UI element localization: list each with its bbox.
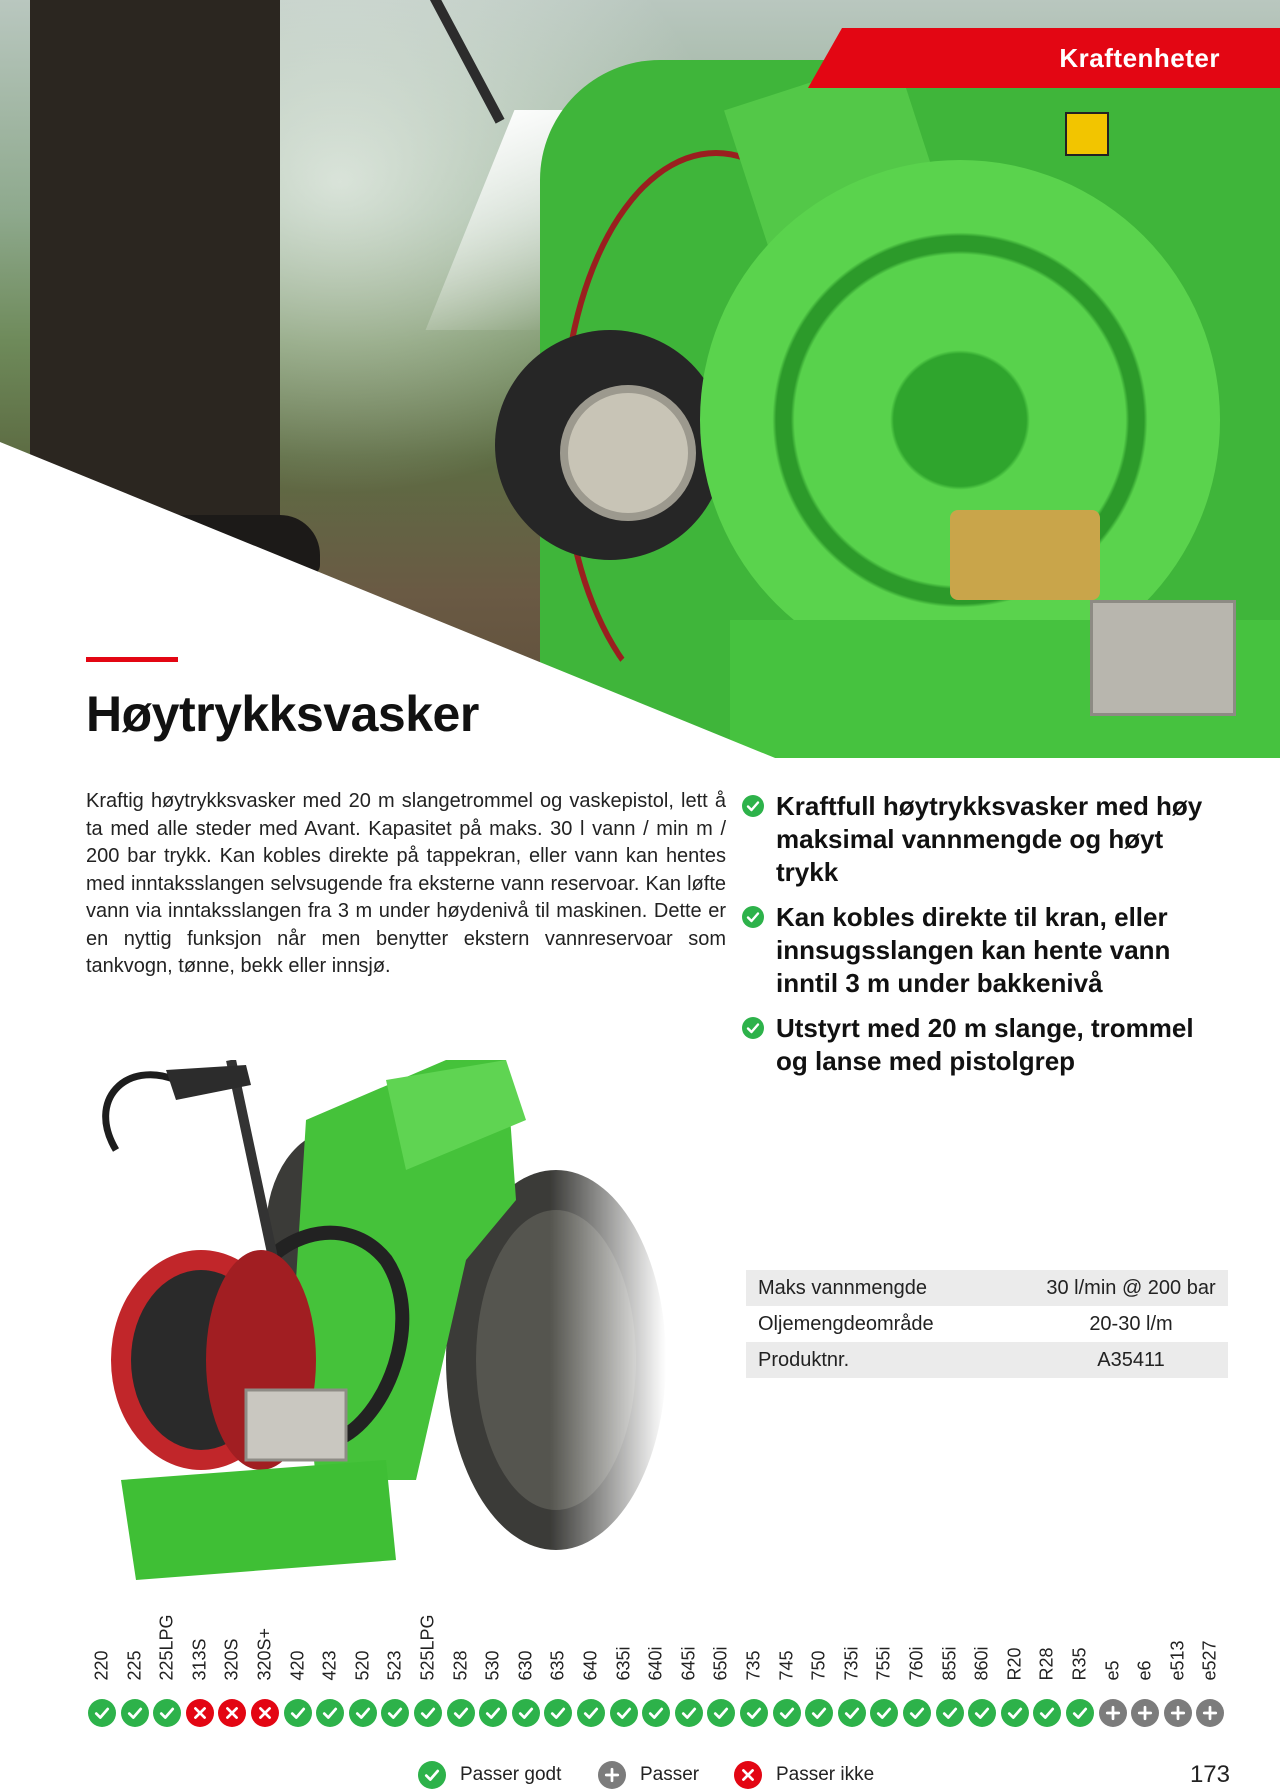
model-label: 755i — [873, 1646, 894, 1681]
model-item — [119, 1612, 151, 1727]
model-label-wrap — [771, 1611, 803, 1691]
model-item — [379, 1612, 411, 1727]
check-icon — [544, 1699, 572, 1727]
model-label: 760i — [906, 1646, 927, 1681]
check-icon — [479, 1699, 507, 1727]
check-icon — [1033, 1699, 1061, 1727]
check-icon — [838, 1699, 866, 1727]
check-icon — [381, 1699, 409, 1727]
model-label-wrap — [1129, 1611, 1161, 1691]
check-icon — [742, 795, 764, 817]
check-icon — [805, 1699, 833, 1727]
model-item — [999, 1612, 1031, 1727]
model-item — [216, 1612, 248, 1727]
cross-icon — [734, 1761, 762, 1789]
model-label-wrap — [347, 1611, 379, 1691]
model-item — [771, 1612, 803, 1727]
feature-text: Kan kobles direkte til kran, eller innsugsslangen kan hente vann inntil 3 m under bakkenivå — [776, 902, 1171, 998]
model-label-wrap — [314, 1611, 346, 1691]
check-icon — [153, 1699, 181, 1727]
model-label: 645i — [678, 1646, 699, 1681]
model-label-wrap — [86, 1611, 118, 1691]
check-icon — [740, 1699, 768, 1727]
model-item — [705, 1612, 737, 1727]
model-item — [347, 1612, 379, 1727]
check-icon — [512, 1699, 540, 1727]
model-item — [151, 1612, 183, 1727]
legend-label: Passer godt — [460, 1764, 562, 1785]
table-row — [746, 1306, 1228, 1342]
model-label-wrap — [901, 1611, 933, 1691]
model-item — [640, 1612, 672, 1727]
model-item — [575, 1612, 607, 1727]
model-label-wrap — [249, 1611, 281, 1691]
check-icon — [968, 1699, 996, 1727]
model-label: 635i — [613, 1646, 634, 1681]
plus-icon — [1164, 1699, 1192, 1727]
cross-icon — [251, 1699, 279, 1727]
model-item — [1031, 1612, 1063, 1727]
model-label-wrap — [379, 1611, 411, 1691]
model-label-wrap — [445, 1611, 477, 1691]
model-item — [184, 1612, 216, 1727]
model-label-wrap — [1064, 1611, 1096, 1691]
model-label: 523 — [384, 1650, 405, 1681]
diagonal-white-cut — [0, 0, 1280, 760]
check-icon — [414, 1699, 442, 1727]
model-item — [803, 1612, 835, 1727]
feature-list — [742, 790, 1232, 1090]
model-label-wrap — [282, 1611, 314, 1691]
product-photo — [86, 1060, 666, 1600]
model-label: 225LPG — [156, 1614, 177, 1681]
model-item — [901, 1612, 933, 1727]
model-label: R35 — [1069, 1647, 1090, 1681]
page-number: 173 — [1189, 1761, 1230, 1788]
model-label-wrap — [966, 1611, 998, 1691]
model-label: 640i — [645, 1646, 666, 1681]
cross-icon — [186, 1699, 214, 1727]
model-label: 225 — [124, 1650, 145, 1681]
plus-icon — [1099, 1699, 1127, 1727]
section-label: Kraftenheter — [1059, 43, 1220, 73]
model-label: e527 — [1199, 1640, 1220, 1681]
spec-label: Maks vannmengde — [746, 1270, 1034, 1306]
feature-item — [742, 901, 1232, 1000]
model-label: 320S — [221, 1638, 242, 1681]
spec-value: A35411 — [1034, 1342, 1228, 1378]
model-label: 735i — [841, 1646, 862, 1681]
model-label: 735 — [743, 1650, 764, 1681]
model-label-wrap — [673, 1611, 705, 1691]
model-label: 525LPG — [417, 1614, 438, 1681]
model-label-wrap — [1097, 1611, 1129, 1691]
model-label: 630 — [515, 1650, 536, 1681]
check-icon — [88, 1699, 116, 1727]
legend-no — [734, 1760, 874, 1790]
feature-text: Utstyrt med 20 m slange, trommel og lanse med pistolgrep — [776, 1013, 1194, 1076]
model-item — [966, 1612, 998, 1727]
model-label-wrap — [510, 1611, 542, 1691]
model-label: e6 — [1134, 1660, 1155, 1681]
model-label-wrap — [119, 1611, 151, 1691]
model-item — [282, 1612, 314, 1727]
model-label: R28 — [1036, 1647, 1057, 1681]
spec-label: Produktnr. — [746, 1342, 1034, 1378]
model-item — [673, 1612, 705, 1727]
model-item — [608, 1612, 640, 1727]
model-label-wrap — [575, 1611, 607, 1691]
model-label-wrap — [477, 1611, 509, 1691]
check-icon — [610, 1699, 638, 1727]
legend-label: Passer — [640, 1764, 700, 1785]
model-label: 420 — [287, 1650, 308, 1681]
legend-fits — [598, 1760, 699, 1790]
model-label: 520 — [352, 1650, 373, 1681]
model-label-wrap — [542, 1611, 574, 1691]
model-item — [1129, 1612, 1161, 1727]
model-item — [1097, 1612, 1129, 1727]
cross-icon — [218, 1699, 246, 1727]
check-icon — [870, 1699, 898, 1727]
model-label-wrap — [1194, 1611, 1226, 1691]
check-icon — [675, 1699, 703, 1727]
model-label: 528 — [450, 1650, 471, 1681]
table-row — [746, 1270, 1228, 1306]
check-icon — [447, 1699, 475, 1727]
check-icon — [773, 1699, 801, 1727]
model-item — [1064, 1612, 1096, 1727]
model-label-wrap — [184, 1611, 216, 1691]
model-item — [934, 1612, 966, 1727]
model-label: R20 — [1004, 1647, 1025, 1681]
model-item — [86, 1612, 118, 1727]
model-label-wrap — [803, 1611, 835, 1691]
check-icon — [707, 1699, 735, 1727]
check-icon — [1001, 1699, 1029, 1727]
check-icon — [577, 1699, 605, 1727]
model-label-wrap — [216, 1611, 248, 1691]
section-banner — [808, 28, 1280, 88]
check-icon — [936, 1699, 964, 1727]
legend-label: Passer ikke — [776, 1764, 875, 1785]
spec-table — [746, 1270, 1228, 1378]
plus-icon — [1131, 1699, 1159, 1727]
hero-photo — [0, 0, 1280, 760]
model-label-wrap — [640, 1611, 672, 1691]
spec-value: 30 l/min @ 200 bar — [1034, 1270, 1228, 1306]
table-row — [746, 1342, 1228, 1378]
title-accent-line — [86, 657, 178, 662]
model-item — [249, 1612, 281, 1727]
model-label: 750 — [808, 1650, 829, 1681]
check-icon — [742, 906, 764, 928]
model-label-wrap — [836, 1611, 868, 1691]
model-label: 313S — [189, 1638, 210, 1681]
model-item — [314, 1612, 346, 1727]
page-title: Høytrykksvasker — [86, 686, 479, 742]
spec-value: 20-30 l/m — [1089, 1312, 1173, 1335]
model-label: 745 — [776, 1650, 797, 1681]
check-icon — [903, 1699, 931, 1727]
plus-icon — [598, 1761, 626, 1789]
model-item — [868, 1612, 900, 1727]
model-label: 650i — [710, 1646, 731, 1681]
model-item — [542, 1612, 574, 1727]
check-icon — [418, 1761, 446, 1789]
model-label-wrap — [151, 1611, 183, 1691]
model-item — [1194, 1612, 1226, 1727]
model-label-wrap — [868, 1611, 900, 1691]
check-icon — [1066, 1699, 1094, 1727]
model-item — [836, 1612, 868, 1727]
model-label-wrap — [412, 1611, 444, 1691]
model-label: 320S+ — [254, 1627, 275, 1681]
model-item — [445, 1612, 477, 1727]
model-item — [738, 1612, 770, 1727]
legend-good — [418, 1760, 561, 1790]
model-label-wrap — [1162, 1611, 1194, 1691]
model-item — [510, 1612, 542, 1727]
model-label-wrap — [999, 1611, 1031, 1691]
feature-item — [742, 1012, 1232, 1078]
model-compatibility — [86, 1612, 1238, 1727]
check-icon — [349, 1699, 377, 1727]
model-label: 635 — [547, 1650, 568, 1681]
check-icon — [121, 1699, 149, 1727]
model-label: 423 — [319, 1650, 340, 1681]
model-item — [412, 1612, 444, 1727]
model-item — [1162, 1612, 1194, 1727]
model-label-wrap — [608, 1611, 640, 1691]
model-label: 855i — [939, 1646, 960, 1681]
model-label: 640 — [580, 1650, 601, 1681]
model-label: 220 — [91, 1650, 112, 1681]
spec-label: Oljemengdeområde — [758, 1312, 934, 1335]
plus-icon — [1196, 1699, 1224, 1727]
model-label-wrap — [1031, 1611, 1063, 1691]
feature-item — [742, 790, 1232, 889]
model-label-wrap — [934, 1611, 966, 1691]
check-icon — [642, 1699, 670, 1727]
check-icon — [742, 1017, 764, 1039]
model-label: e513 — [1167, 1640, 1188, 1681]
product-description: Kraftig høytrykksvasker med 20 m slangetrommel og vaskepistol, lett å ta med alle steder med Avant. Kapasitet på maks. 30 l vann / min m / 200 bar trykk. Kan kobles direkte på tappekran, eller vann kan hentes med inntaksslangen selvsugende fra eksterne vann reservoar. Kan løfte vann via inntaksslangen fra 3 m under høydenivå til maskinen. Dette er en nyttig funksjon når men benytter ekstern vannreservoar som tankvogn, tønne, bekk eller innsjø. — [86, 790, 726, 977]
model-label: 530 — [482, 1650, 503, 1681]
model-label-wrap — [738, 1611, 770, 1691]
check-icon — [316, 1699, 344, 1727]
model-item — [477, 1612, 509, 1727]
model-label: e5 — [1102, 1660, 1123, 1681]
check-icon — [284, 1699, 312, 1727]
model-label-wrap — [705, 1611, 737, 1691]
model-label: 860i — [971, 1646, 992, 1681]
feature-text: Kraftfull høytrykksvasker med høy maksimal vannmengde og høyt trykk — [776, 791, 1203, 887]
